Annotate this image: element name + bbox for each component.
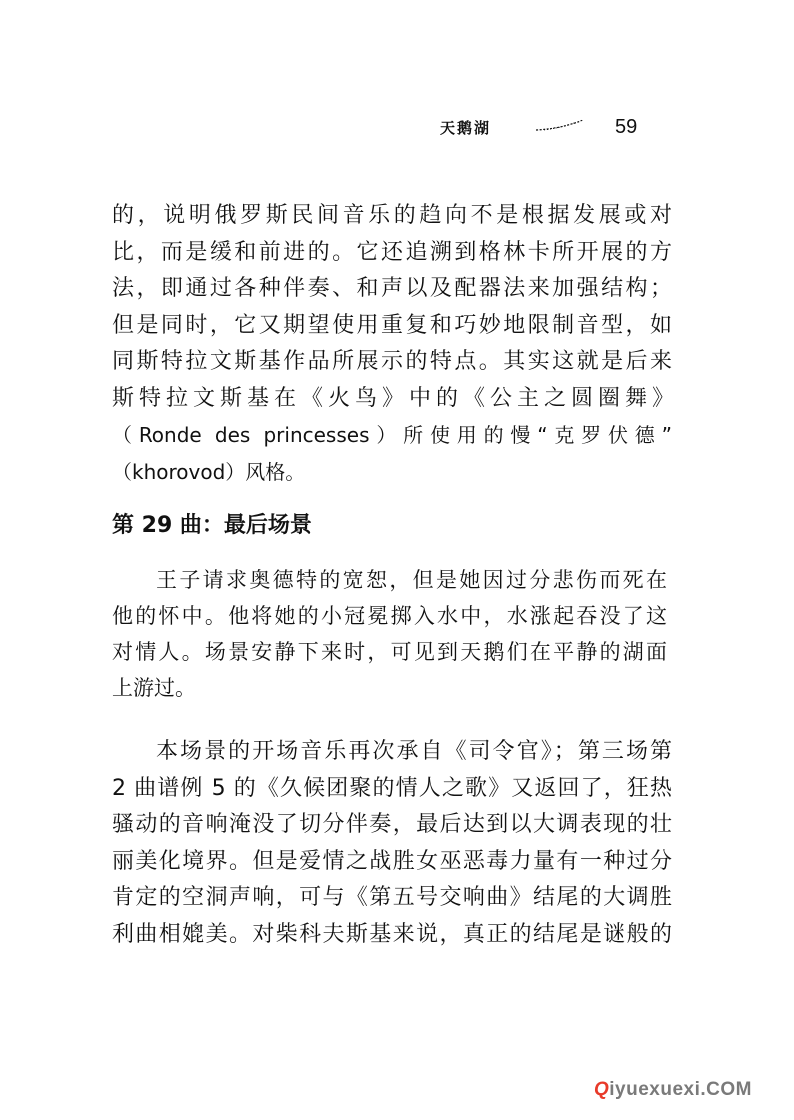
- text-line: 斯特拉文斯基在《火鸟》中的《公主之圆圈舞》: [112, 385, 680, 411]
- decorative-flourish-icon: [534, 118, 584, 132]
- text-line: 肯定的空洞声响，可与《第五号交响曲》结尾的大调胜: [112, 885, 672, 910]
- text-line: 的，说明俄罗斯民间音乐的趋向不是根据发展或对: [112, 203, 672, 228]
- text-line: 但是同时，它又期望使用重复和巧妙地限制音型，如: [112, 312, 672, 338]
- watermark-brand-letter: Q: [594, 1079, 610, 1100]
- watermark-dot: .: [700, 1079, 707, 1100]
- text-line: 对情人。场景安静下来时，可见到天鹅们在平静的湖面: [112, 640, 667, 664]
- text-line: 骚动的音响淹没了切分伴奏，最后达到以大调表现的壮: [112, 812, 672, 837]
- section-heading: 第 29 曲：最后场景: [112, 513, 312, 538]
- text-line: （Ronde des princesses）所使用的慢“克罗伏德”: [112, 423, 672, 447]
- page-number: 59: [615, 116, 638, 138]
- text-line: 本场景的开场音乐再次承自《司令官》；第三场第: [156, 739, 672, 764]
- text-line: 丽美化境界。但是爱情之战胜女巫恶毒力量有一种过分: [112, 848, 672, 874]
- scene-synopsis: [112, 562, 667, 706]
- watermark-tld: COM: [706, 1079, 752, 1100]
- text-line: 他的怀中。他将她的小冠冕掷入水中，水涨起吞没了这: [112, 604, 667, 628]
- text-line: 比，而是缓和前进的。它还追溯到格林卡所开展的方: [112, 239, 672, 265]
- text-line: 上游过。: [112, 676, 196, 700]
- text-line: （khorovod）风格。: [112, 459, 306, 484]
- text-line: 2 曲谱例 5 的《久候团聚的情人之歌》又返回了，狂热: [112, 775, 672, 801]
- paragraph-continuation: [112, 198, 680, 490]
- site-watermark: [594, 1079, 752, 1101]
- text-line: 利曲相媲美。对柴科夫斯基来说，真正的结尾是谜般的: [112, 921, 672, 947]
- text-line: 同斯特拉文斯基作品所展示的特点。其实这就是后来: [112, 349, 672, 374]
- running-header-title: 天鹅湖: [440, 119, 492, 137]
- text-line: 法，即通过各种伴奏、和声以及配器法来加强结构；: [112, 276, 672, 301]
- paragraph-analysis: [112, 734, 672, 953]
- watermark-brand-name: iyuexuexi: [609, 1079, 701, 1100]
- text-line: 王子请求奥德特的宽恕，但是她因过分悲伤而死在: [156, 568, 667, 592]
